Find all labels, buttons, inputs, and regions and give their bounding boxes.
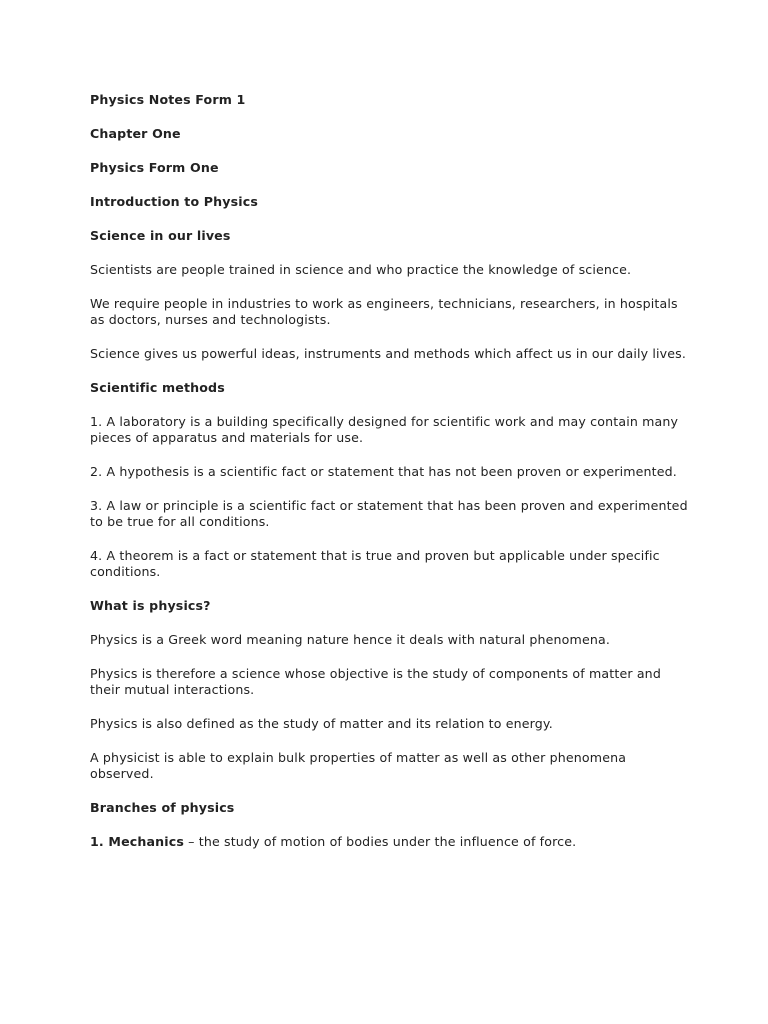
section-heading-branches: Branches of physics: [90, 800, 235, 815]
section-heading-what-is-physics: What is physics?: [90, 598, 211, 613]
paragraph-definition: Physics is also defined as the study of matter and its relation to energy.: [90, 716, 553, 731]
section-heading-introduction: Introduction to Physics: [90, 194, 259, 209]
paragraph-greek-word: Physics is a Greek word meaning nature hence it deals with natural phenomena.: [90, 632, 611, 647]
subtitle-heading: Physics Form One: [90, 160, 219, 175]
section-heading-methods: Scientific methods: [90, 380, 225, 395]
list-item-mechanics: [90, 834, 690, 850]
paragraph-require-people: We require people in industries to work as engineers, technicians, researchers, in hospitals as doctors, nurses and technologists.: [90, 296, 678, 327]
document-page: [90, 92, 690, 868]
document-title: Physics Notes Form 1: [90, 92, 246, 107]
section-heading-science: Science in our lives: [90, 228, 231, 243]
paragraph-scientists: Scientists are people trained in science and who practice the knowledge of science.: [90, 262, 632, 277]
paragraph-physicist: A physicist is able to explain bulk properties of matter as well as other phenomena observed.: [90, 750, 627, 781]
list-item-theorem: 4. A theorem is a fact or statement that is true and proven but applicable under specific conditions.: [90, 548, 660, 579]
paragraph-science-gives: Science gives us powerful ideas, instruments and methods which affect us in our daily lives.: [90, 346, 687, 361]
list-item-laboratory: 1. A laboratory is a building specifically designed for scientific work and may contain many pieces of apparatus and materials for use.: [90, 414, 679, 445]
list-item-hypothesis: 2. A hypothesis is a scientific fact or statement that has not been proven or experimented.: [90, 464, 677, 479]
branch-text-mechanics: – the study of motion of bodies under the influence of force.: [183, 834, 577, 849]
paragraph-objective: Physics is therefore a science whose objective is the study of components of matter and their mutual interactions.: [90, 666, 661, 697]
chapter-heading: Chapter One: [90, 126, 181, 141]
branch-label-mechanics: 1. Mechanics: [90, 834, 184, 849]
list-item-law: 3. A law or principle is a scientific fact or statement that has been proven and experimented to be true for all conditions.: [90, 498, 688, 529]
